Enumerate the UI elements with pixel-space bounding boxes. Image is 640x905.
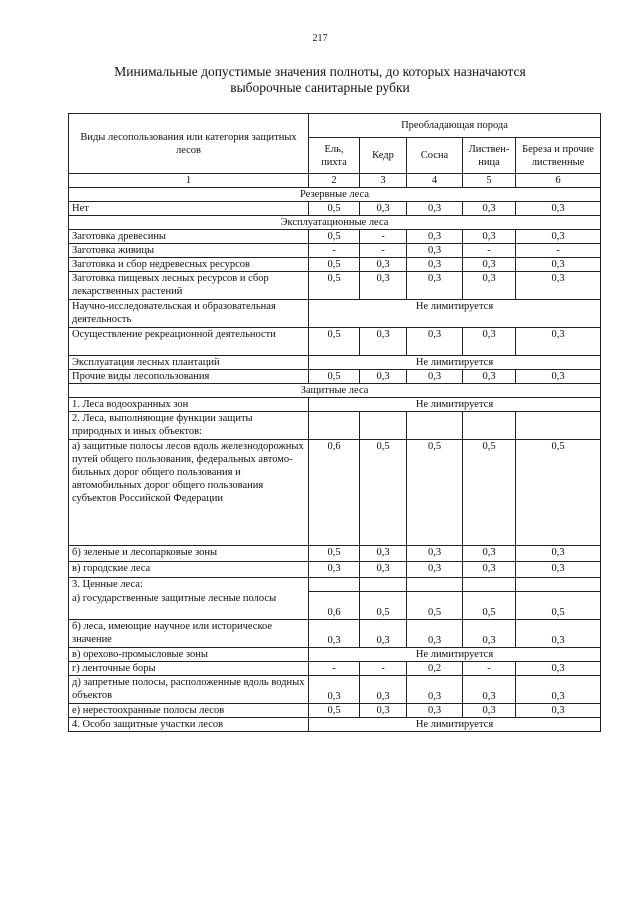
value-cell: 0,3 [407,676,463,704]
value-cell: 0,3 [407,244,463,258]
value-cell: 0,3 [516,704,601,718]
value-cell: 0,5 [309,546,360,562]
value-cell: 0,5 [407,592,463,620]
value-cell: 0,3 [360,202,407,216]
page-number: 217 [312,33,328,44]
value-cell: 0,3 [463,328,516,356]
row-label: Заготовка живицы [69,244,309,258]
table-row [69,592,601,620]
title-line-1: Минимальные допустимые значения полноты, до которых назначаются [114,64,526,79]
table-row [69,704,601,718]
table-row [69,230,601,244]
value-cell: 0,3 [463,562,516,578]
row-label: 3. Ценные леса: [69,578,309,592]
row-label: а) государственные защитные лесные полосы [69,592,309,620]
value-cell: 0,3 [360,328,407,356]
empty-cell [407,412,463,440]
header-row-label: Виды лесопользования или категория защитных лесов [69,114,309,174]
value-cell: 0,3 [463,676,516,704]
col-number: 1 [69,174,309,188]
value-cell: 0,3 [360,676,407,704]
unlimited-note: Не лимитируется [309,718,601,732]
empty-cell [463,578,516,592]
value-cell: 0,5 [309,272,360,300]
value-cell: - [360,230,407,244]
value-cell: 0,3 [407,328,463,356]
row-label: б) зеленые и лесопарковые зоны [69,546,309,562]
value-cell: 0,3 [309,562,360,578]
value-cell: 0,5 [309,230,360,244]
value-cell: 0,3 [360,272,407,300]
value-cell: 0,3 [463,230,516,244]
value-cell: 0,3 [360,258,407,272]
row-label: 1. Леса водоохранных зон [69,398,309,412]
table-row [69,272,601,300]
value-cell: 0,5 [360,592,407,620]
table-row [69,258,601,272]
table-row [69,676,601,704]
col-number: 3 [360,174,407,188]
row-label: Нет [69,202,309,216]
value-cell: 0,2 [407,662,463,676]
empty-cell [309,412,360,440]
table-row [69,578,601,592]
header-species-3: Сосна [407,138,463,174]
value-cell: 0,3 [360,562,407,578]
polnota-table [68,113,601,732]
value-cell: 0,6 [309,592,360,620]
value-cell: 0,3 [360,704,407,718]
value-cell: 0,3 [407,272,463,300]
table-container [68,113,600,732]
value-cell: - [463,244,516,258]
table-row [69,718,601,732]
row-label: г) ленточные боры [69,662,309,676]
section-title: Защитные леса [69,384,601,398]
table-row [69,328,601,356]
value-cell: 0,5 [309,370,360,384]
section-row [69,188,601,202]
value-cell: 0,5 [516,592,601,620]
empty-cell [407,578,463,592]
value-cell: 0,3 [407,370,463,384]
value-cell: 0,5 [463,440,516,546]
section-title: Эксплуатационные леса [69,216,601,230]
table-row [69,648,601,662]
value-cell: 0,3 [407,202,463,216]
unlimited-note: Не лимитируется [309,648,601,662]
table-row [69,300,601,328]
value-cell: - [463,662,516,676]
value-cell: 0,3 [516,662,601,676]
table-row [69,546,601,562]
value-cell: - [360,244,407,258]
empty-cell [516,578,601,592]
value-cell: 0,3 [516,676,601,704]
value-cell: 0,5 [463,592,516,620]
value-cell: 0,6 [309,440,360,546]
value-cell: 0,3 [309,676,360,704]
value-cell: 0,3 [463,202,516,216]
value-cell: 0,5 [309,258,360,272]
value-cell: 0,3 [407,620,463,648]
row-label: е) нерестоохранные полосы лесов [69,704,309,718]
unlimited-note: Не лимитируется [309,356,601,370]
value-cell: 0,3 [407,258,463,272]
value-cell: 0,3 [360,546,407,562]
value-cell: 0,3 [516,328,601,356]
table-title [70,64,570,96]
header-row-1 [69,114,601,138]
row-label: в) орехово-промысловые зоны [69,648,309,662]
value-cell: 0,5 [516,440,601,546]
value-cell: 0,3 [516,258,601,272]
table-row [69,202,601,216]
row-label: а) защитные полосы лесов вдоль железнодорожных путей общего пользования, федеральных автомо-бильных дорог общего пользования и автомобильных дорог общего пользования субъектов Российской Федерации [69,440,309,546]
header-species-5: Береза и прочие лиственные [516,138,601,174]
value-cell: 0,3 [463,704,516,718]
row-label: Заготовка пищевых лесных ресурсов и сбор лекарственных растений [69,272,309,300]
value-cell: 0,3 [516,272,601,300]
row-label: Прочие виды лесопользования [69,370,309,384]
col-number: 5 [463,174,516,188]
table-row [69,398,601,412]
table-row [69,620,601,648]
table-row [69,662,601,676]
value-cell: 0,3 [516,230,601,244]
value-cell: 0,3 [463,620,516,648]
section-title: Резервные леса [69,188,601,202]
table-row [69,440,601,546]
row-label: Научно-исследовательская и образовательная деятельность [69,300,309,328]
row-label: б) леса, имеющие научное или историческое значение [69,620,309,648]
value-cell: 0,3 [516,620,601,648]
row-label: Эксплуатация лесных плантаций [69,356,309,370]
value-cell: 0,3 [360,620,407,648]
table-row [69,370,601,384]
value-cell: 0,3 [463,370,516,384]
row-label: 4. Особо защитные участки лесов [69,718,309,732]
value-cell: - [309,662,360,676]
value-cell: 0,3 [407,562,463,578]
empty-cell [360,578,407,592]
value-cell: 0,3 [516,370,601,384]
col-number: 2 [309,174,360,188]
value-cell: 0,3 [516,546,601,562]
empty-cell [360,412,407,440]
value-cell: 0,3 [516,202,601,216]
value-cell: 0,3 [516,562,601,578]
col-number: 6 [516,174,601,188]
value-cell: 0,5 [309,328,360,356]
row-label: Осуществление рекреационной деятельности [69,328,309,356]
value-cell: 0,3 [407,546,463,562]
value-cell: 0,3 [360,370,407,384]
value-cell: 0,5 [360,440,407,546]
table-row [69,356,601,370]
unlimited-note: Не лимитируется [309,300,601,328]
header-species-1: Ель, пихта [309,138,360,174]
value-cell: - [516,244,601,258]
row-label: 2. Леса, выполняющие функции защиты природных и иных объектов: [69,412,309,440]
row-label: Заготовка и сбор недревесных ресурсов [69,258,309,272]
value-cell: 0,3 [463,258,516,272]
empty-cell [463,412,516,440]
title-line-2: выборочные санитарные рубки [230,80,410,95]
row-label: Заготовка древесины [69,230,309,244]
value-cell: 0,5 [407,440,463,546]
row-label: д) запретные полосы, расположенные вдоль водных объектов [69,676,309,704]
value-cell: 0,3 [463,546,516,562]
value-cell: 0,3 [407,704,463,718]
col-number: 4 [407,174,463,188]
empty-cell [516,412,601,440]
value-cell: - [309,244,360,258]
table-row [69,244,601,258]
empty-cell [309,578,360,592]
section-row [69,384,601,398]
row-label: в) городские леса [69,562,309,578]
header-species-4: Листвен-ница [463,138,516,174]
section-row [69,216,601,230]
value-cell: 0,3 [463,272,516,300]
value-cell: 0,3 [407,230,463,244]
value-cell: 0,5 [309,202,360,216]
header-species-2: Кедр [360,138,407,174]
table-row [69,412,601,440]
unlimited-note: Не лимитируется [309,398,601,412]
column-number-row [69,174,601,188]
value-cell: - [360,662,407,676]
value-cell: 0,5 [309,704,360,718]
table-row [69,562,601,578]
value-cell: 0,3 [309,620,360,648]
header-species-group: Преобладающая порода [309,114,601,138]
